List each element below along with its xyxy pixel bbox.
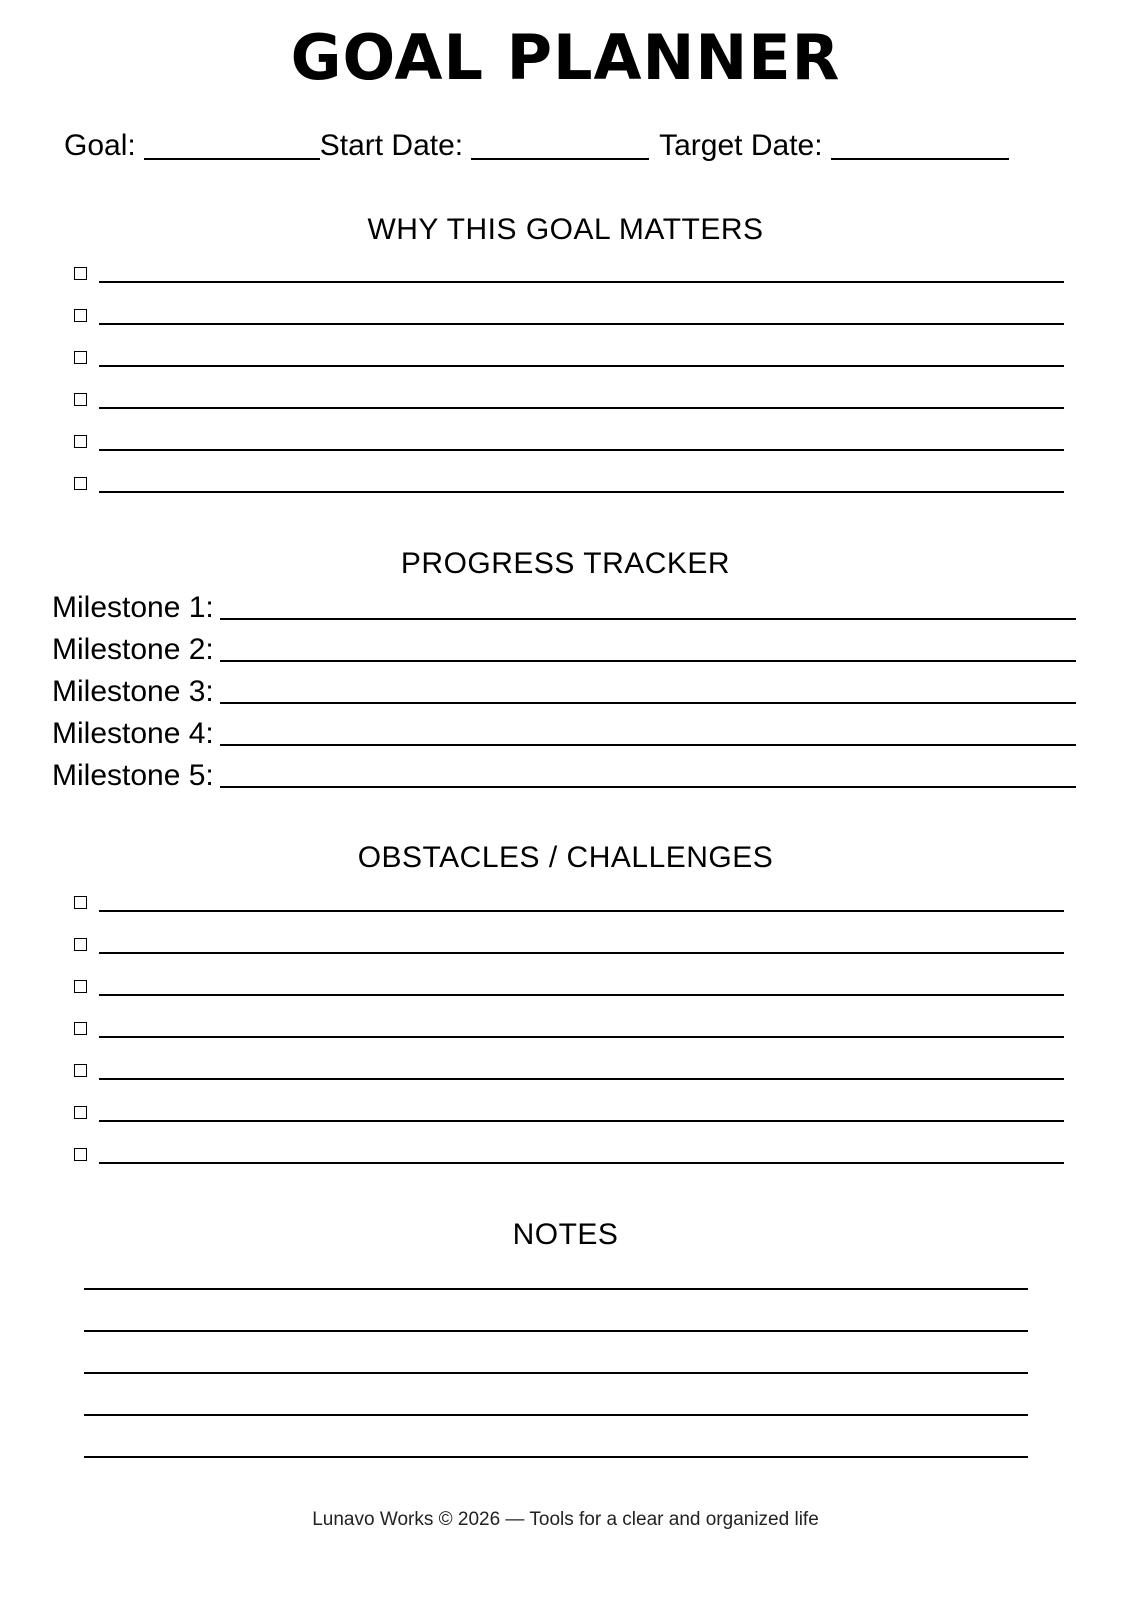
note-write-line[interactable]	[84, 1332, 1028, 1374]
note-write-line[interactable]	[84, 1248, 1028, 1290]
obstacle-item-row	[74, 1093, 1064, 1135]
milestone-write-line[interactable]	[220, 618, 1076, 620]
checkbox[interactable]	[74, 309, 87, 322]
obstacle-item-write-line[interactable]	[99, 910, 1064, 912]
obstacle-item-write-line[interactable]	[99, 952, 1064, 954]
obstacle-item-row	[74, 1009, 1064, 1051]
checkbox[interactable]	[74, 1064, 87, 1077]
obstacle-item-write-line[interactable]	[99, 1162, 1064, 1164]
checkbox[interactable]	[74, 351, 87, 364]
why-item-row	[74, 338, 1064, 380]
milestone-row	[52, 754, 1084, 796]
milestone-row	[52, 712, 1084, 754]
start-date-label: Start Date:	[319, 129, 464, 162]
obstacle-item-row	[74, 925, 1064, 967]
milestone-row	[52, 628, 1084, 670]
obstacle-item-write-line[interactable]	[99, 1036, 1064, 1038]
note-write-line[interactable]	[84, 1416, 1028, 1458]
obstacle-item-row	[74, 883, 1064, 925]
why-item-row	[74, 254, 1064, 296]
why-item-row	[74, 380, 1064, 422]
checkbox[interactable]	[74, 938, 87, 951]
milestone-write-line[interactable]	[220, 702, 1076, 704]
obstacle-item-write-line[interactable]	[99, 1120, 1064, 1122]
why-item-row	[74, 464, 1064, 506]
checkbox[interactable]	[74, 1148, 87, 1161]
checkbox[interactable]	[74, 1106, 87, 1119]
notes-section-title: NOTES	[512, 1218, 619, 1251]
page-title: GOAL PLANNER	[290, 21, 841, 94]
why-item-write-line[interactable]	[99, 365, 1064, 367]
why-item-write-line[interactable]	[99, 449, 1064, 451]
why-item-write-line[interactable]	[99, 407, 1064, 409]
obstacle-item-write-line[interactable]	[99, 1078, 1064, 1080]
obstacle-item-row	[74, 1051, 1064, 1093]
why-item-write-line[interactable]	[99, 323, 1064, 325]
footer-text: Lunavo Works © 2026 — Tools for a clear and organized life	[312, 1509, 819, 1530]
checkbox[interactable]	[74, 477, 87, 490]
start-date-field[interactable]	[471, 158, 649, 160]
why-item-row	[74, 296, 1064, 338]
checkbox[interactable]	[74, 267, 87, 280]
milestone-row	[52, 586, 1084, 628]
obstacle-item-row	[74, 1135, 1064, 1177]
goal-info-row	[64, 126, 1068, 166]
note-write-line[interactable]	[84, 1290, 1028, 1332]
checkbox[interactable]	[74, 393, 87, 406]
milestone-label: Milestone 5:	[52, 759, 214, 792]
milestone-label: Milestone 2:	[52, 633, 214, 666]
obstacle-item-write-line[interactable]	[99, 994, 1064, 996]
goal-field[interactable]	[144, 158, 320, 160]
target-date-field[interactable]	[831, 158, 1009, 160]
milestone-write-line[interactable]	[220, 660, 1076, 662]
why-section-title: WHY THIS GOAL MATTERS	[367, 213, 764, 246]
milestone-label: Milestone 3:	[52, 675, 214, 708]
milestone-row	[52, 670, 1084, 712]
goal-label: Goal:	[64, 129, 136, 162]
milestone-label: Milestone 4:	[52, 717, 214, 750]
checkbox[interactable]	[74, 896, 87, 909]
milestone-list	[52, 586, 1084, 796]
progress-section-title: PROGRESS TRACKER	[400, 547, 731, 580]
note-write-line[interactable]	[84, 1374, 1028, 1416]
obstacle-item-row	[74, 967, 1064, 1009]
target-date-label: Target Date:	[659, 129, 823, 162]
why-checklist	[74, 254, 1064, 506]
milestone-write-line[interactable]	[220, 744, 1076, 746]
notes-lines	[84, 1248, 1028, 1458]
why-item-write-line[interactable]	[99, 281, 1064, 283]
checkbox[interactable]	[74, 1022, 87, 1035]
checkbox[interactable]	[74, 980, 87, 993]
why-item-write-line[interactable]	[99, 491, 1064, 493]
obstacles-section-title: OBSTACLES / CHALLENGES	[357, 841, 774, 874]
checkbox[interactable]	[74, 435, 87, 448]
obstacles-checklist	[74, 883, 1064, 1177]
milestone-label: Milestone 1:	[52, 591, 214, 624]
why-item-row	[74, 422, 1064, 464]
milestone-write-line[interactable]	[220, 786, 1076, 788]
